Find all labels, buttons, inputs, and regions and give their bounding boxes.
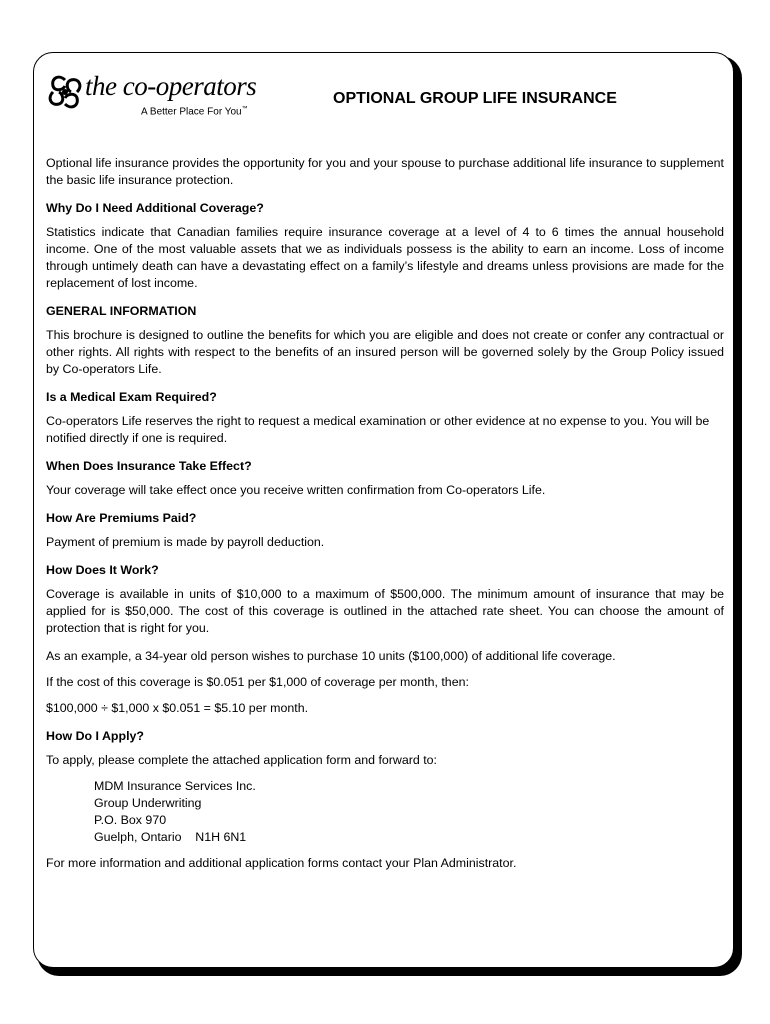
document-title: OPTIONAL GROUP LIFE INSURANCE (333, 90, 617, 107)
works-example-line-2: If the cost of this coverage is $0.051 per $1,000 of coverage per month, then: (46, 675, 469, 689)
document-body (46, 155, 724, 872)
medical-paragraph: Co-operators Life reserves the right to request a medical examination or other evidence at no expense to you. You will be notified directly if one is required. (46, 414, 710, 445)
address-line: P.O. Box 970 (94, 813, 167, 827)
works-paragraph: Coverage is available in units of $10,000 to a maximum of $500,000. The minimum amount of insurance that may be applied for is $50,000. The cost of this coverage is outlined in the attached rate sheet. You can choose the amount of protection that is right for you. (46, 587, 724, 635)
general-heading: GENERAL INFORMATION (46, 304, 197, 318)
works-heading: How Does It Work? (46, 563, 159, 577)
works-example-line-3: $100,000 ÷ $1,000 x $0.051 = $5.10 per month. (46, 701, 309, 715)
works-example-line-1: As an example, a 34-year old person wishes to purchase 10 units ($100,000) of additional life coverage. (46, 649, 616, 663)
logo-brand-name: the co-operators (85, 71, 257, 101)
address-line: Guelph, Ontario N1H 6N1 (94, 830, 247, 844)
effect-paragraph: Your coverage will take effect once you receive written confirmation from Co-operators Life. (46, 483, 546, 497)
mailing-address (94, 778, 724, 846)
medical-heading: Is a Medical Exam Required? (46, 390, 217, 404)
cooperators-logo (47, 70, 257, 120)
apply-heading: How Do I Apply? (46, 729, 144, 743)
logo-tagline-trademark: ™ (241, 106, 248, 112)
premiums-heading: How Are Premiums Paid? (46, 511, 197, 525)
cooperators-logo-mark-icon (47, 74, 83, 110)
general-paragraph: This brochure is designed to outline the benefits for which you are eligible and does not create or confer any contractual or other rights. All rights with respect to the benefits of an insured person will be governed solely by the Group Policy issued by Co-operators Life. (46, 328, 724, 376)
why-heading: Why Do I Need Additional Coverage? (46, 201, 264, 215)
address-line: Group Underwriting (94, 796, 202, 810)
premiums-paragraph: Payment of premium is made by payroll deduction. (46, 535, 325, 549)
effect-heading: When Does Insurance Take Effect? (46, 459, 252, 473)
closing-paragraph: For more information and additional application forms contact your Plan Administrator. (46, 856, 517, 870)
intro-paragraph: Optional life insurance provides the opportunity for you and your spouse to purchase additional life insurance to supplement the basic life insurance protection. (46, 156, 724, 187)
logo-tagline: A Better Place For You™ (141, 106, 248, 118)
apply-paragraph: To apply, please complete the attached application form and forward to: (46, 753, 437, 767)
address-line: MDM Insurance Services Inc. (94, 779, 256, 793)
why-paragraph: Statistics indicate that Canadian families require insurance coverage at a level of 4 to 6 times the annual household income. One of the most valuable assets that we as individuals possess is the ability to earn an income. Loss of income through untimely death can have a devastating effect on a family’s lifestyle and dreams unless provisions are made for the replacement of lost income. (46, 225, 724, 290)
